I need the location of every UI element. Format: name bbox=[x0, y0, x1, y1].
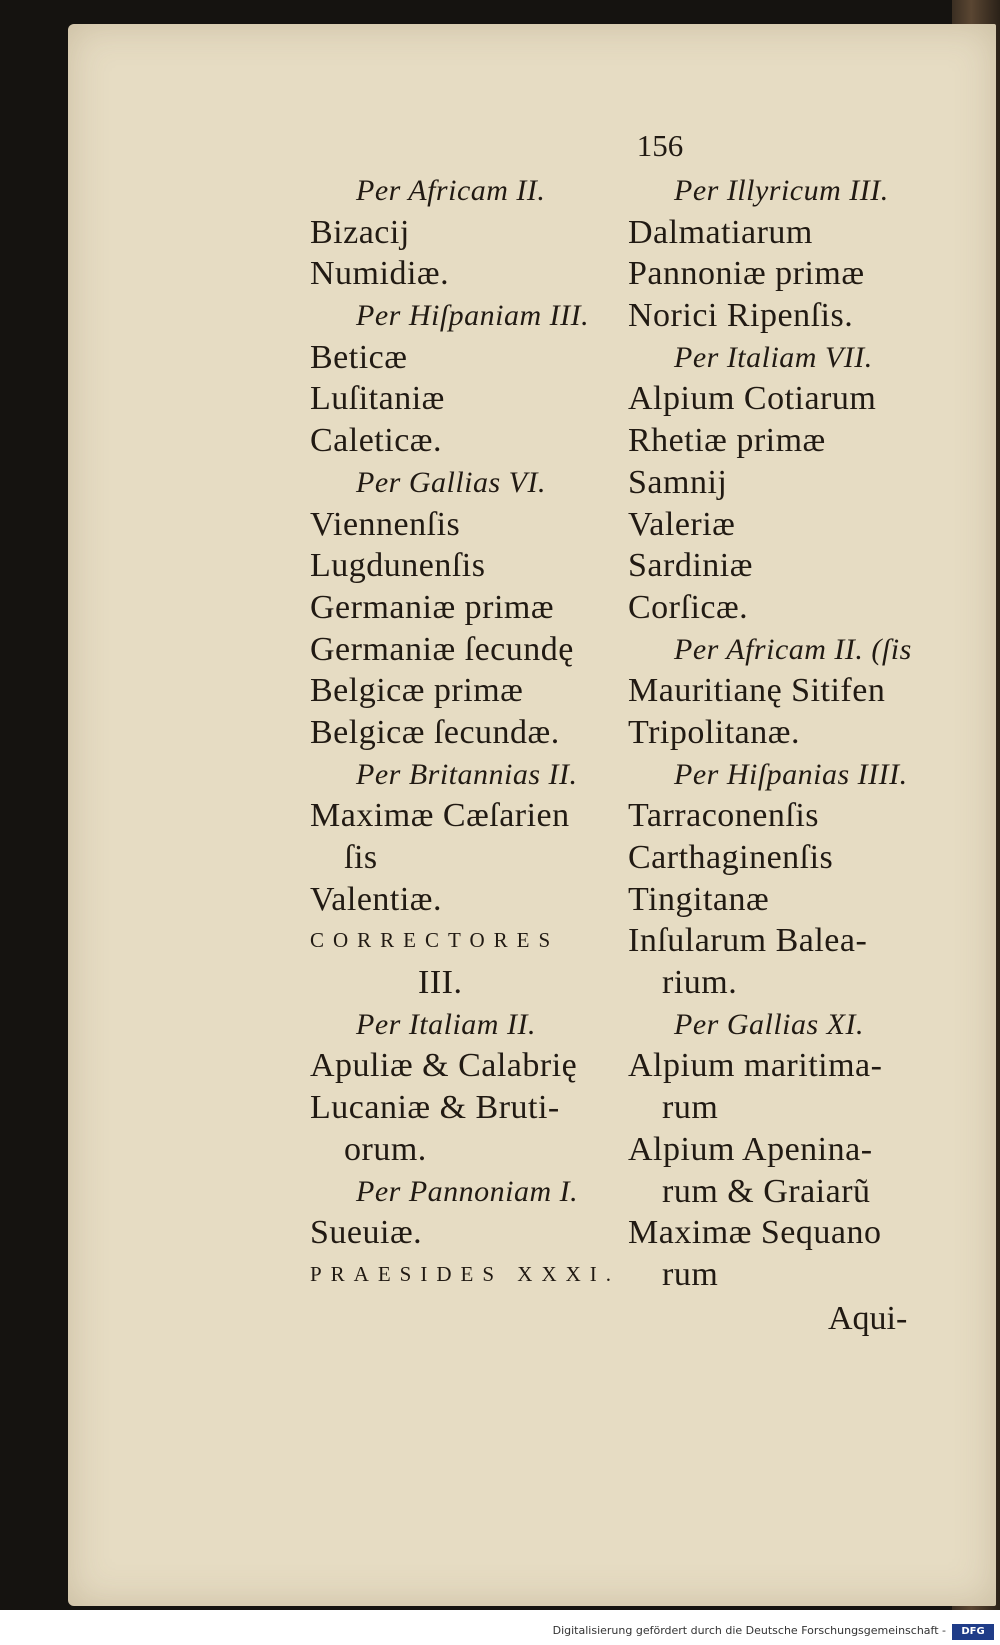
right-line-1: Dalmatiarum bbox=[628, 213, 813, 251]
left-line-7: Per Gallias VI. bbox=[356, 465, 546, 499]
left-column bbox=[310, 170, 630, 1296]
book-page bbox=[68, 24, 996, 1606]
left-line-17: Valentiæ. bbox=[310, 880, 442, 918]
right-line-10: Corſicæ. bbox=[628, 588, 749, 626]
left-line-11: Germaniæ ſecundę bbox=[310, 630, 574, 668]
left-line-6: Caleticæ. bbox=[310, 422, 442, 460]
right-line-0: Per Illyricum III. bbox=[674, 174, 889, 207]
dfg-logo: DFG bbox=[952, 1624, 994, 1640]
left-line-23: orum. bbox=[344, 1130, 427, 1168]
right-line-12: Mauritianę Sitifen bbox=[628, 672, 886, 710]
left-line-4: Beticæ bbox=[310, 338, 408, 376]
right-line-20: Per Gallias XI. bbox=[674, 1007, 864, 1041]
left-line-16: ſis bbox=[344, 839, 378, 876]
left-line-20: Per Italiam II. bbox=[356, 1007, 536, 1041]
right-line-24: rum & Graiarũ bbox=[662, 1172, 871, 1210]
catchword: Aqui- bbox=[828, 1300, 908, 1337]
right-line-3: Norici Ripenſis. bbox=[628, 297, 854, 335]
left-line-18: CORRECTORES bbox=[310, 928, 560, 953]
left-line-25: Sueuiæ. bbox=[310, 1214, 423, 1252]
left-line-3: Per Hiſpaniam III. bbox=[356, 299, 590, 333]
right-line-6: Rhetiæ primæ bbox=[628, 422, 826, 460]
left-line-26: PRAESIDES XXXI. bbox=[310, 1261, 621, 1286]
right-line-11: Per Africam II. (ſis bbox=[674, 632, 912, 666]
right-line-7: Samnij bbox=[628, 463, 728, 501]
left-line-0: Per Africam II. bbox=[356, 174, 546, 207]
right-column bbox=[628, 170, 998, 1296]
left-line-24: Per Pannoniam I. bbox=[356, 1174, 579, 1208]
right-line-26: rum bbox=[662, 1255, 719, 1293]
right-line-2: Pannoniæ primæ bbox=[628, 255, 865, 293]
left-line-14: Per Britannias II. bbox=[356, 757, 578, 791]
right-line-25: Maximæ Sequano bbox=[628, 1214, 882, 1252]
right-line-4: Per Italiam VII. bbox=[674, 340, 873, 374]
funding-note: Digitalisierung gefördert durch die Deutsche Forschungsgemeinschaft - bbox=[552, 1624, 946, 1637]
page-number: 156 bbox=[636, 128, 684, 163]
left-line-22: Lucaniæ & Bruti- bbox=[310, 1089, 560, 1127]
right-line-9: Sardiniæ bbox=[628, 547, 753, 585]
right-line-8: Valeriæ bbox=[628, 505, 736, 543]
right-line-21: Alpium maritima- bbox=[628, 1047, 883, 1085]
right-line-15: Tarraconenſis bbox=[628, 797, 820, 835]
right-line-14: Per Hiſpanias IIII. bbox=[674, 757, 908, 791]
right-line-17: Tingitanæ bbox=[628, 880, 770, 918]
scan-footer-bar bbox=[0, 1610, 1000, 1645]
left-line-13: Belgicæ ſecundæ. bbox=[310, 713, 560, 751]
left-line-9: Lugdunenſis bbox=[310, 547, 486, 585]
left-line-5: Luſitaniæ bbox=[310, 380, 445, 418]
right-line-23: Alpium Apenina- bbox=[628, 1130, 873, 1168]
left-line-10: Germaniæ primæ bbox=[310, 588, 555, 626]
right-line-18: Inſularum Balea- bbox=[628, 922, 868, 960]
left-line-12: Belgicæ primæ bbox=[310, 672, 524, 710]
left-line-15: Maximæ Cæſarien bbox=[310, 797, 570, 835]
right-line-16: Carthaginenſis bbox=[628, 839, 834, 876]
left-line-1: Bizacij bbox=[310, 213, 410, 251]
right-line-22: rum bbox=[662, 1089, 719, 1127]
page-text bbox=[310, 128, 990, 1398]
left-line-8: Viennenſis bbox=[310, 505, 461, 543]
left-line-2: Numidiæ. bbox=[310, 255, 450, 293]
right-line-19: rium. bbox=[662, 964, 738, 1002]
right-line-5: Alpium Cotiarum bbox=[628, 380, 877, 418]
left-line-19: III. bbox=[418, 964, 463, 1002]
right-line-13: Tripolitanæ. bbox=[628, 713, 800, 751]
left-line-21: Apuliæ & Calabrię bbox=[310, 1047, 578, 1085]
